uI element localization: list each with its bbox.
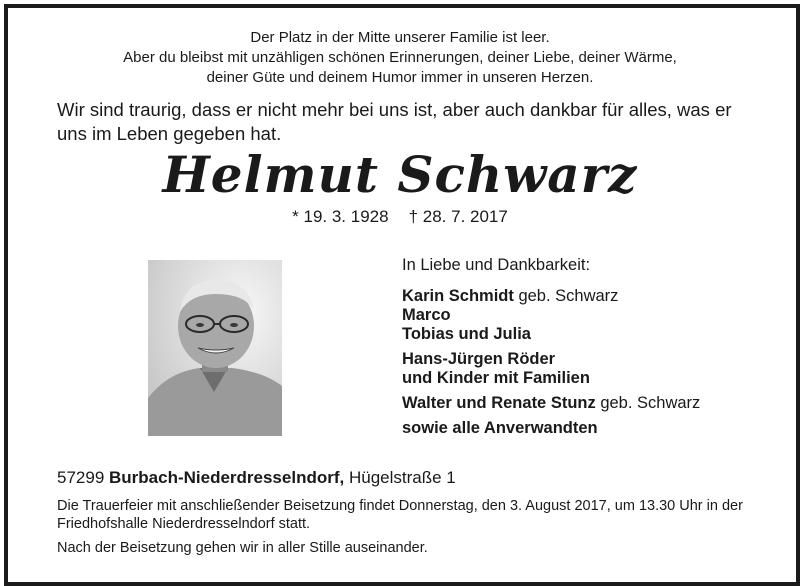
birth-date: * 19. 3. 1928 (292, 207, 389, 226)
life-dates (0, 206, 800, 228)
poem-line: Aber du bleibst mit unzähligen schönen Erinnerungen, deiner Liebe, deiner Wärme, (123, 49, 677, 66)
signer-name: Walter und Renate Stunz (402, 394, 596, 412)
signer-name: Marco (402, 306, 451, 324)
portrait-icon (148, 260, 282, 436)
signer-line (402, 306, 782, 325)
signer-group (402, 287, 782, 344)
address (57, 467, 757, 489)
signer-line (402, 419, 782, 438)
signer-line (402, 325, 782, 344)
signer-name: Hans-Jürgen Röder (402, 350, 556, 368)
address-zip: 57299 (57, 468, 109, 487)
funeral-notice (57, 497, 757, 563)
portrait-photo (148, 260, 282, 436)
poem (0, 28, 800, 88)
signer-name: Karin Schmidt (402, 287, 514, 305)
signer-name: und Kinder mit Familien (402, 369, 590, 387)
signers-lead: In Liebe und Dankbarkeit: (402, 256, 591, 274)
signer-name: Tobias und Julia (402, 325, 531, 343)
signer-note: geb. Schwarz (595, 394, 701, 412)
signer-name: sowie alle Anverwandten (402, 419, 598, 437)
death-date: † 28. 7. 2017 (408, 207, 508, 226)
poem-line: Der Platz in der Mitte unserer Familie ist leer. (250, 29, 550, 46)
signers-block (402, 256, 782, 444)
address-street: Hügelstraße 1 (344, 468, 456, 487)
intro-text: Wir sind traurig, dass er nicht mehr bei uns ist, aber auch dankbar für alles, was er uns im Leben gegeben hat. (57, 99, 732, 144)
signer-line (402, 287, 782, 306)
signer-line (402, 350, 782, 369)
deceased-name: Helmut Schwarz (162, 145, 638, 204)
signer-group (402, 350, 782, 388)
notice-paragraph: Nach der Beisetzung gehen wir in aller Stille auseinander. (57, 540, 428, 556)
signer-group (402, 394, 782, 413)
signer-line (402, 369, 782, 388)
address-city: Burbach-Niederdresselndorf, (109, 468, 345, 487)
signer-group (402, 419, 782, 438)
signer-line (402, 394, 782, 413)
signer-note: geb. Schwarz (513, 287, 619, 305)
poem-line: deiner Güte und deinem Humor immer in unseren Herzen. (206, 69, 594, 86)
notice-paragraph: Die Trauerfeier mit anschließender Beisetzung findet Donnerstag, den 3. August 2017, um 13.30 Uhr in der Friedhofshalle Niederdresselndorf statt. (57, 498, 743, 532)
